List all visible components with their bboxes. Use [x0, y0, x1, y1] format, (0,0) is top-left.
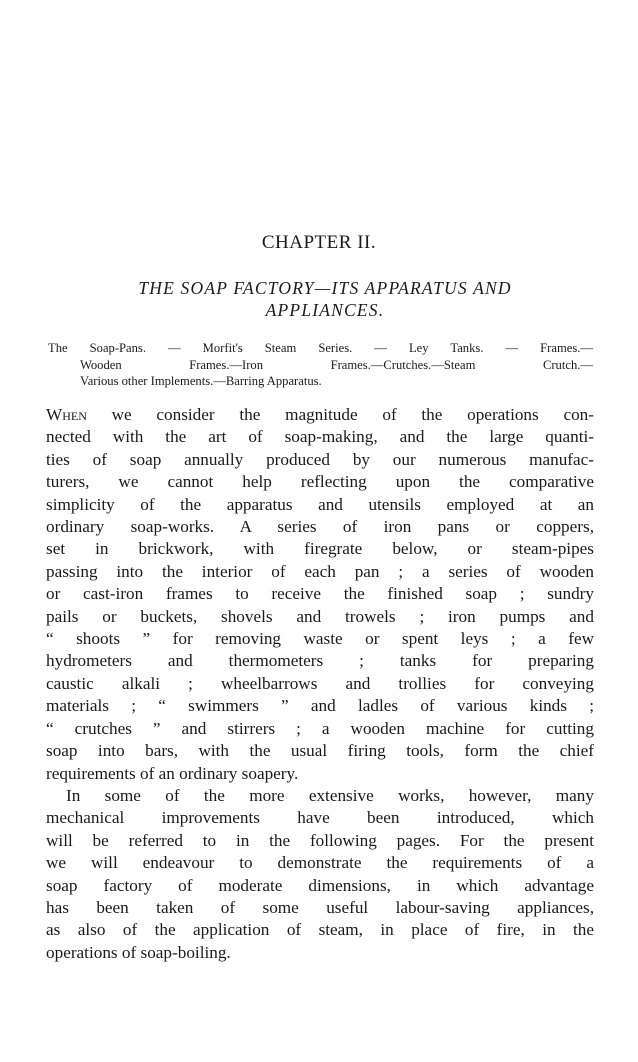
chapter-title-line: THE SOAP FACTORY—ITS APPARATUS AND [138, 278, 512, 298]
chapter-title [60, 277, 590, 321]
body-text [46, 404, 594, 964]
chapter-heading: CHAPTER II. [261, 232, 377, 253]
paragraph-line: has been taken of some useful labour-saving appliances, [46, 897, 594, 917]
paragraph-line: materials ; “ swimmers ” and ladles of various kinds ; [46, 696, 594, 716]
summary-line: Various other Implements.—Barring Apparatus. [80, 374, 322, 388]
paragraph-line: nected with the art of soap-making, and the large quanti- [46, 427, 594, 447]
paragraph-line: we will endeavour to demonstrate the requirements of a [46, 853, 594, 873]
paragraph-line: simplicity of the apparatus and utensils employed at an [46, 494, 594, 514]
paragraph-line: “ crutches ” and stirrers ; a wooden machine for cutting [46, 718, 594, 738]
paragraph-line: When we consider the magnitude of the operations con- [46, 405, 594, 424]
paragraph-line: requirements of an ordinary soapery. [46, 763, 299, 783]
paragraph-line: mechanical improvements have been introduced, which [46, 808, 594, 828]
paragraph-line: In some of the more extensive works, however, many [66, 785, 594, 805]
paragraph-line: operations of soap-boiling. [46, 942, 231, 962]
paragraph-line: will be referred to in the following pages. For the present [46, 830, 594, 850]
paragraph-line: or cast-iron frames to receive the finished soap ; sundry [46, 584, 594, 604]
paragraph-line: passing into the interior of each pan ; a series of wooden [46, 561, 594, 581]
paragraph-line: pails or buckets, shovels and trowels ; iron pumps and [46, 606, 594, 626]
dropcap-word: When [46, 405, 87, 424]
paragraph-line: soap factory of moderate dimensions, in which advantage [46, 875, 594, 895]
paragraph-line: set in brickwork, with firegrate below, or steam-pipes [46, 539, 594, 559]
summary-line: Wooden Frames.—Iron Frames.—Crutches.—Steam Crutch.— [80, 357, 593, 372]
chapter-summary [48, 340, 593, 390]
paragraph-line: “ shoots ” for removing waste or spent leys ; a few [46, 629, 594, 649]
paragraph-line: ordinary soap-works. A series of iron pans or coppers, [46, 517, 594, 537]
paragraph-line: turers, we cannot help reflecting upon the comparative [46, 472, 594, 492]
paragraph-line: as also of the application of steam, in place of fire, in the [46, 920, 594, 940]
paragraph-line: hydrometers and thermometers ; tanks for preparing [46, 651, 594, 671]
paragraph-line: ties of soap annually produced by our numerous manufac- [46, 449, 594, 469]
chapter-title-line: APPLIANCES. [265, 300, 385, 320]
paragraph-line: caustic alkali ; wheelbarrows and trollies for conveying [46, 673, 594, 693]
paragraph-line: soap into bars, with the usual firing tools, form the chief [46, 741, 594, 761]
summary-line: The Soap-Pans. — Morfit's Steam Series. — Ley Tanks. — Frames.— [48, 341, 593, 355]
